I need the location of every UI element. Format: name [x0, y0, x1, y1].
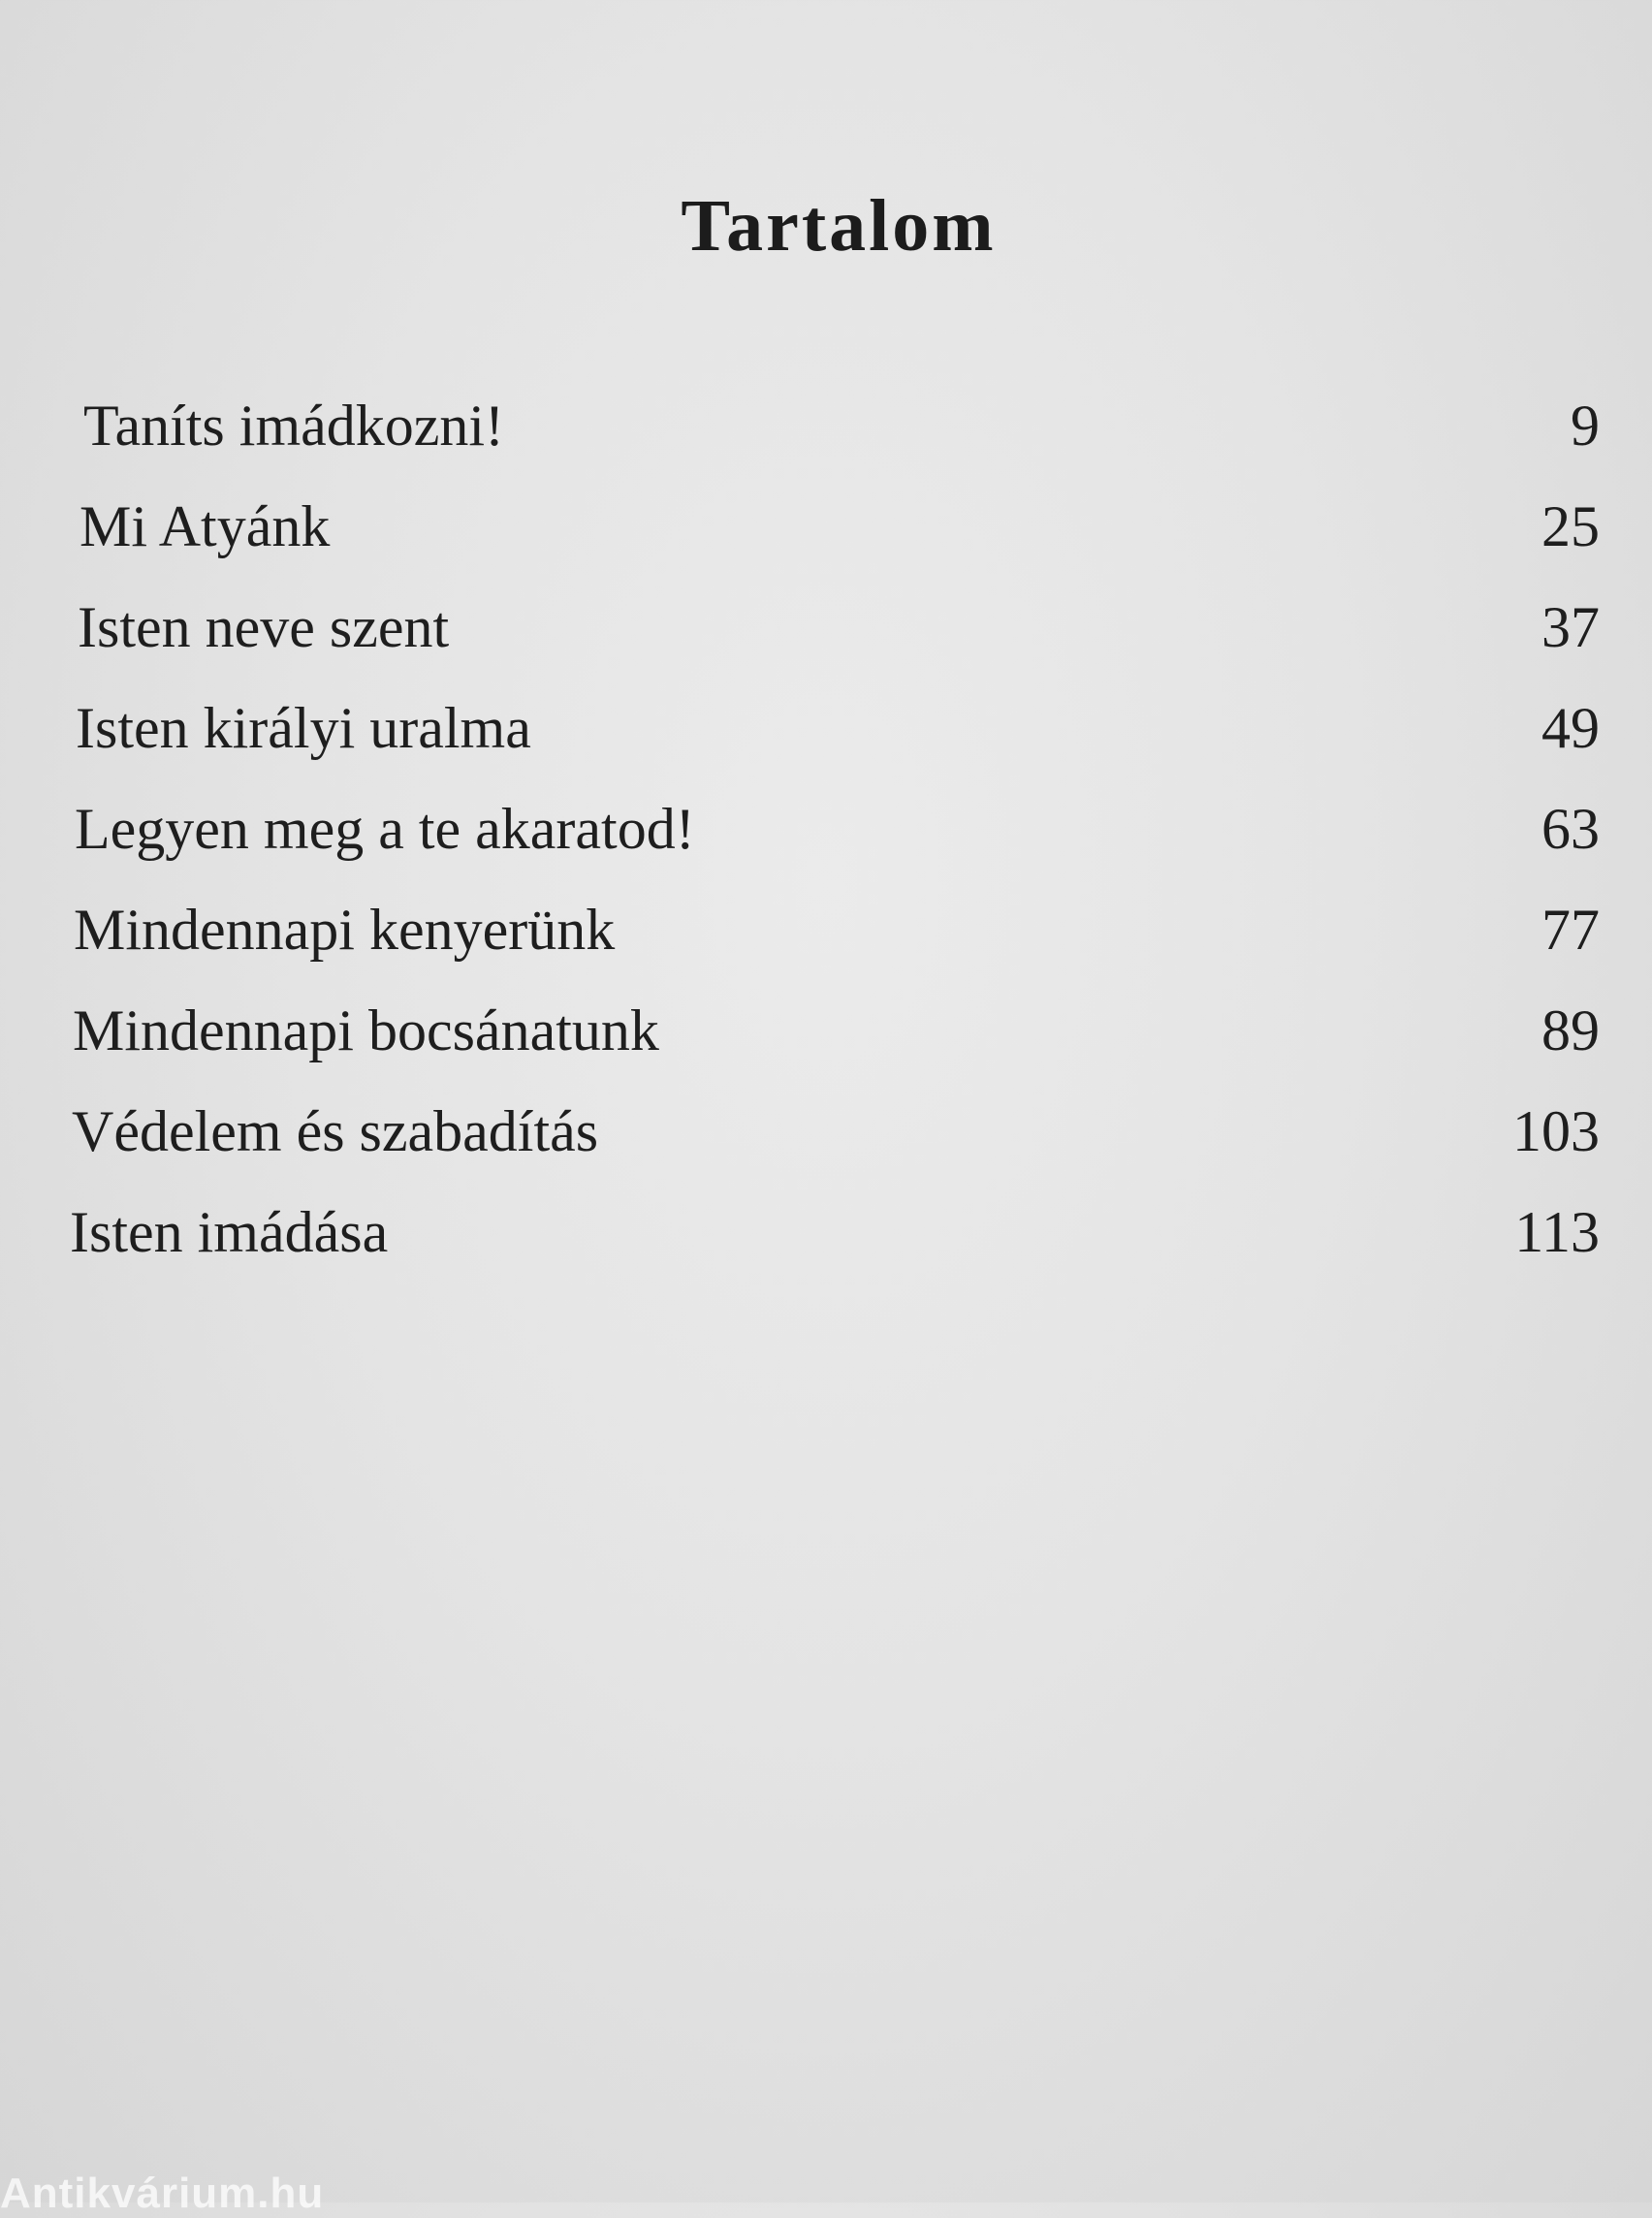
toc-entry — [70, 695, 1600, 796]
toc-entry-page: 113 — [1514, 1200, 1600, 1264]
toc-entry — [70, 897, 1600, 998]
toc-entry-label: Isten királyi uralma — [76, 696, 531, 760]
page-title: Tartalom — [681, 185, 997, 267]
toc-entry-page: 9 — [1571, 394, 1600, 458]
toc-entry-label: Isten imádása — [70, 1200, 389, 1264]
toc-entry — [70, 393, 1600, 493]
toc-entry-label: Isten neve szent — [78, 595, 450, 659]
toc-entry-page: 49 — [1541, 696, 1600, 760]
toc-entry-page: 77 — [1541, 898, 1600, 962]
toc-entry-page: 89 — [1541, 998, 1600, 1062]
toc-entry-page: 25 — [1541, 494, 1600, 558]
toc-entry-label: Mi Atyánk — [79, 494, 331, 558]
toc-entry — [70, 796, 1600, 897]
toc-entry-page: 37 — [1541, 595, 1600, 659]
toc-entry-page: 63 — [1541, 797, 1600, 861]
toc-entry-label: Mindennapi kenyerünk — [74, 898, 616, 962]
toc-entry-page: 103 — [1512, 1099, 1600, 1163]
toc-entry-label: Védelem és szabadítás — [72, 1099, 599, 1163]
toc-entry-label: Legyen meg a te akaratod! — [75, 797, 695, 861]
toc-entry — [70, 1098, 1600, 1199]
toc-entry-label: Mindennapi bocsánatunk — [73, 998, 659, 1062]
toc-entry — [70, 998, 1600, 1098]
watermark: Antikvárium.hu — [0, 2170, 325, 2217]
toc-entry-label: Taníts imádkozni! — [83, 394, 505, 458]
toc-entry — [70, 1199, 1600, 1300]
toc-entry — [70, 594, 1600, 695]
toc-entry — [70, 493, 1600, 594]
table-of-contents — [70, 393, 1600, 1300]
